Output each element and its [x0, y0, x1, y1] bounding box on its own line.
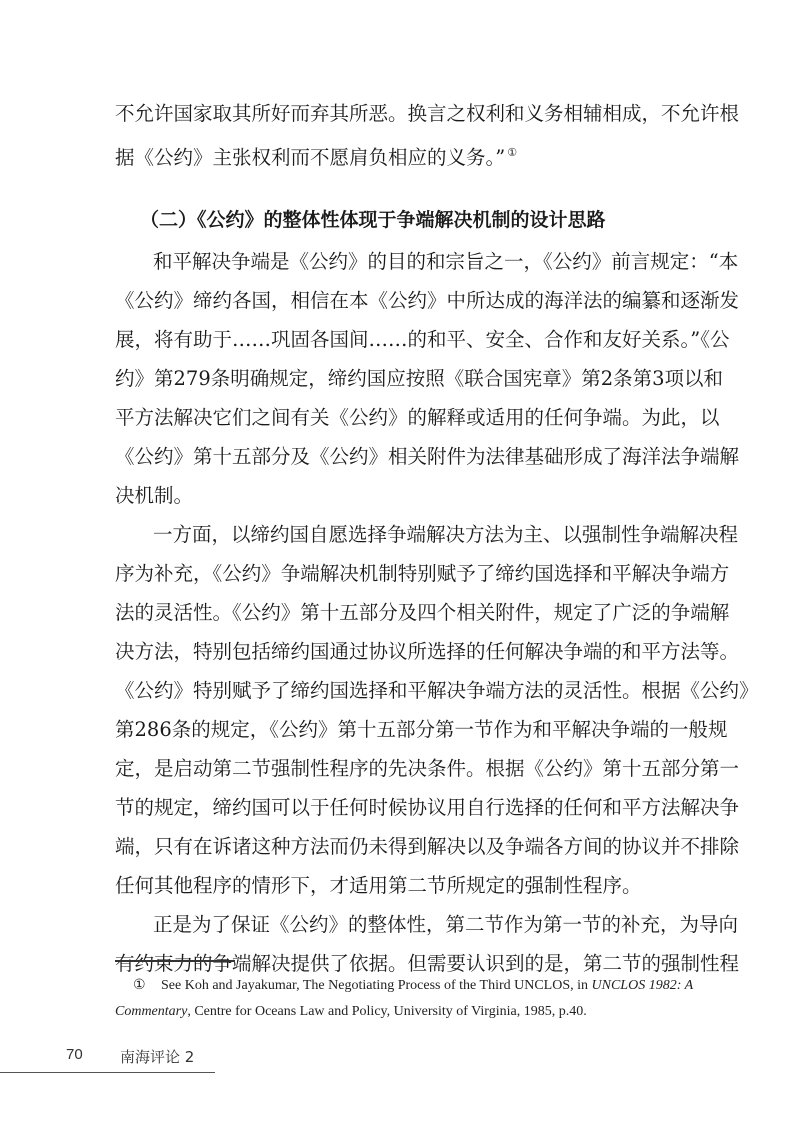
body-line: 不允许国家取其所好而弃其所恶。换言之权利和义务相辅相成，不允许根 — [115, 102, 740, 125]
paragraph-2-line: 《公约》特别赋予了缔约国选择和平解决争端方法的灵活性。根据《公约》 — [115, 679, 759, 702]
paragraph-2-line: 定，是启动第二节强制性程序的先决条件。根据《公约》第十五部分第一 — [115, 757, 740, 780]
paragraph-1-line: 决机制。 — [115, 484, 194, 507]
footnote-marker: ① — [133, 978, 146, 993]
paragraph-1-line: 平方法解决它们之间有关《公约》的解释或适用的任何争端。为此，以 — [115, 406, 720, 429]
paragraph-2-line: 任何其他程序的情形下，才适用第二节所规定的强制性程序。 — [115, 874, 642, 897]
paragraph-3-line: 正是为了保证《公约》的整体性，第二节作为第一节的补充，为导向 — [153, 913, 739, 936]
paragraph-2-line: 端，只有在诉诸这种方法而仍未得到解决以及争端各方间的协议并不排除 — [115, 835, 740, 858]
paragraph-2-line: 序为补充，《公约》争端解决机制特别赋予了缔约国选择和平解决争端方 — [115, 562, 730, 585]
footnote-separator — [115, 960, 235, 962]
footer-rule — [0, 1072, 215, 1073]
section-heading: （二）《公约》的整体性体现于争端解决机制的设计思路 — [140, 209, 606, 231]
footnote-book-title: UNCLOS 1982: A — [591, 978, 694, 993]
page-number: 70 — [66, 1046, 83, 1063]
paragraph-1-line: 和平解决争端是《公约》的目的和宗旨之一，《公约》前言规定：“本 — [153, 250, 739, 273]
footnote-line-2 — [115, 998, 685, 1025]
paragraph-2-line: 一方面，以缔约国自愿选择争端解决方法为主、以强制性争端解决程 — [153, 523, 739, 546]
footnote-book-title-cont: Commentary — [115, 1004, 188, 1019]
paragraph-2-line: 决方法，特别包括缔约国通过协议所选择的任何解决争端的和平方法等。 — [115, 640, 740, 663]
paragraph-1-line: 展，将有助于……巩固各国间……的和平、安全、合作和友好关系。”《公 — [115, 328, 730, 351]
paragraph-3-line: 有约束力的争端解决提供了依据。但需要认识到的是，第二节的强制性程 — [115, 952, 740, 975]
running-title: 南海评论 2 — [120, 1048, 195, 1066]
footnote-text: See Koh and Jayakumar, The Negotiating Process of the Third UNCLOS, in — [161, 978, 592, 993]
paragraph-1-line: 《公约》缔约各国，相信在本《公约》中所达成的海洋法的编纂和逐渐发 — [115, 289, 740, 312]
footnote-line-1 — [115, 972, 694, 999]
body-line — [115, 133, 685, 173]
paragraph-1-line: 《公约》第十五部分及《公约》相关附件为法律基础形成了海洋法争端解 — [115, 445, 740, 468]
footnote-text: , Centre for Oceans Law and Policy, University of Virginia, 1985, p.40. — [187, 1004, 587, 1019]
paragraph-1-line: 约》第279条明确规定，缔约国应按照《联合国宪章》第2条第3项以和 — [115, 367, 724, 390]
paragraph-2-line: 法的灵活性。《公约》第十五部分及四个相关附件，规定了广泛的争端解 — [115, 601, 730, 624]
paragraph-2-line: 第286条的规定，《公约》第十五部分第一节作为和平解决争端的一般规 — [115, 718, 728, 741]
body-line-text: 据《公约》主张权利而不愿肩负相应的义务。” — [115, 146, 506, 169]
footnote-ref: ① — [507, 146, 518, 159]
paragraph-2-line: 节的规定，缔约国可以于任何时候协议用自行选择的任何和平方法解决争 — [115, 796, 740, 819]
